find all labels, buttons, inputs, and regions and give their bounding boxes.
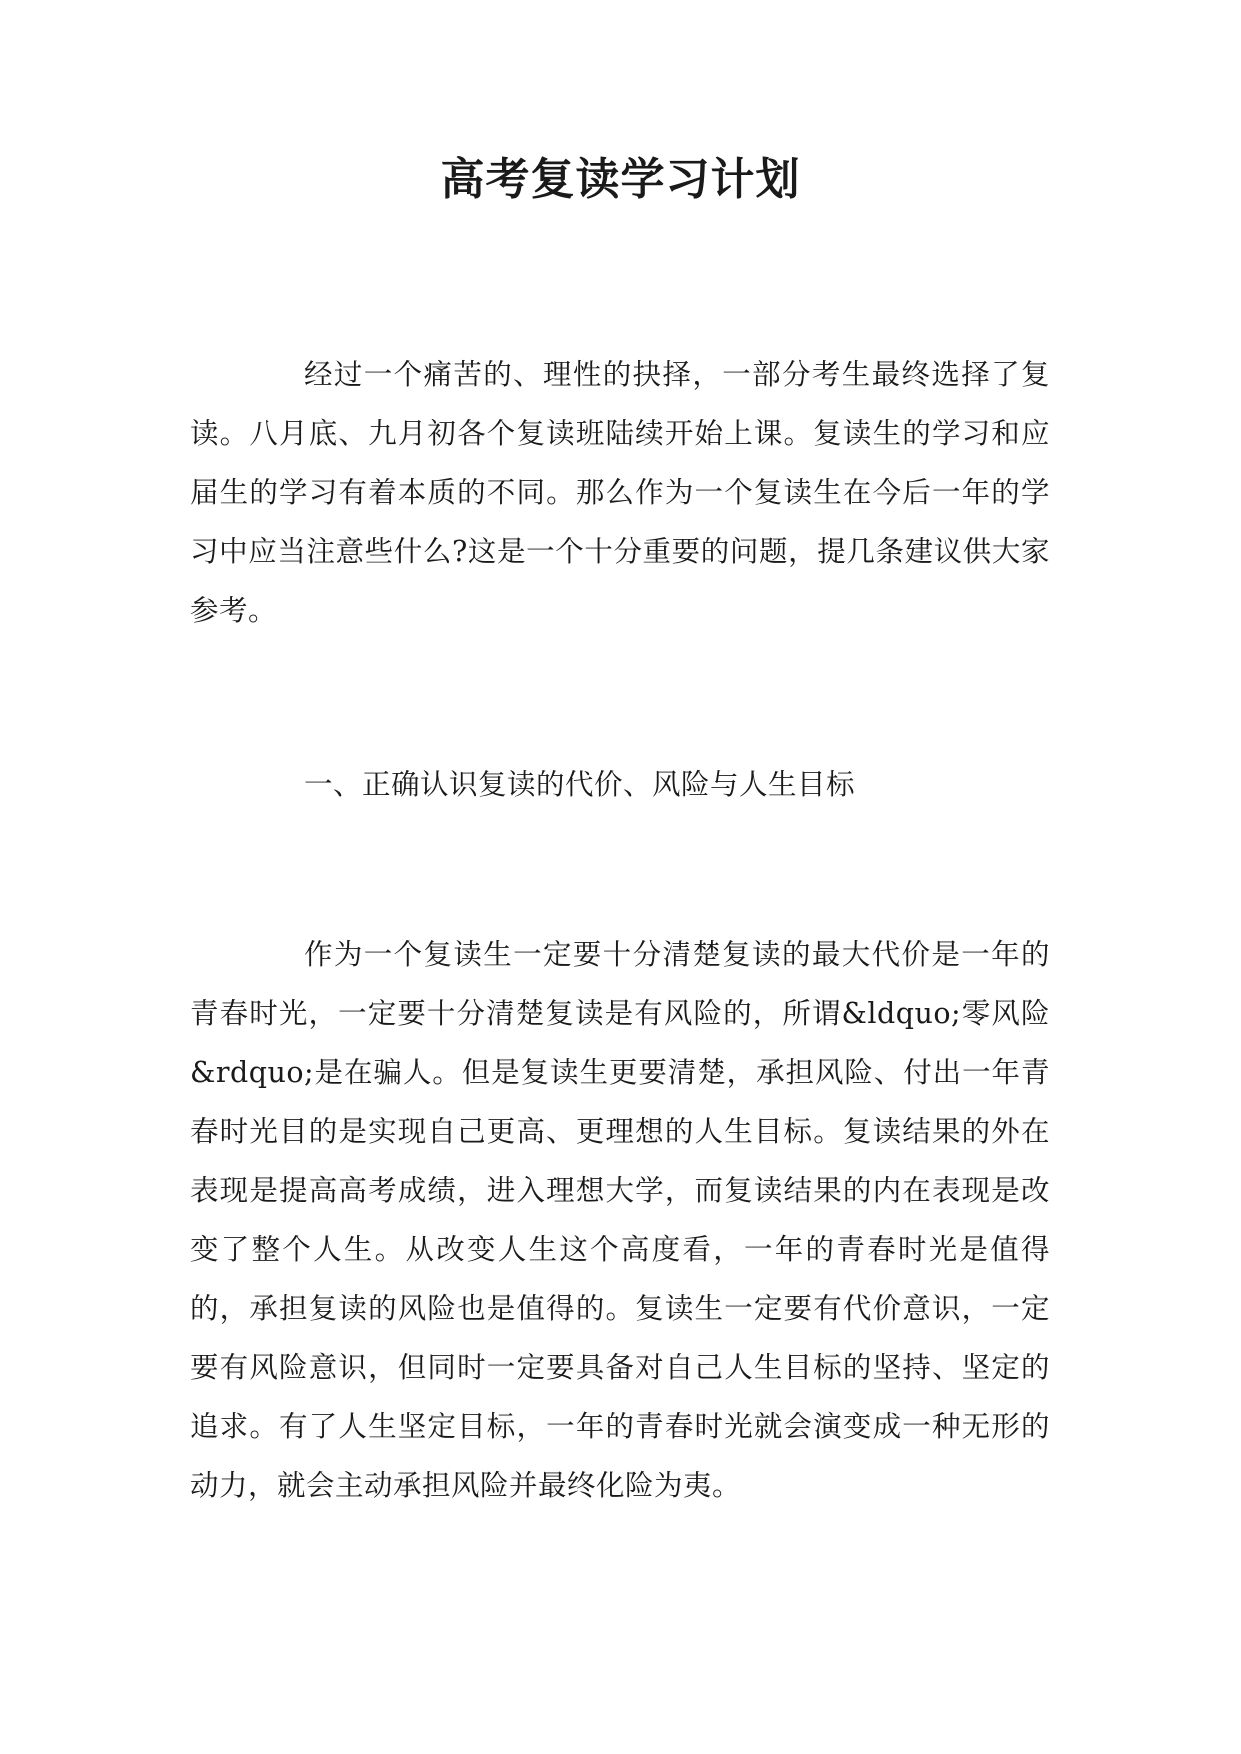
document-title: 高考复读学习计划 (440, 154, 801, 205)
intro-paragraph: 经过一个痛苦的、理性的抉择，一部分考生最终选择了复读。八月底、九月初各个复读班陆续开始上课。复读生的学习和应届生的学习有着本质的不同。那么作为一个复读生在今后一年的学习中应当注意些什么?这是一个十分重要的问题，提几条建议供大家参考。 (190, 358, 1050, 627)
section-heading: 一、正确认识复读的代价、风险与人生目标 (304, 768, 856, 801)
section-body-paragraph: 作为一个复读生一定要十分清楚复读的最大代价是一年的青春时光，一定要十分清楚复读是有风险的，所谓&ldquo;零风险&rdquo;是在骗人。但是复读生更要清楚，承担风险、付出一年青春时光目的是实现自己更高、更理想的人生目标。复读结果的外在表现是提高高考成绩，进入理想大学，而复读结果的内在表现是改变了整个人生。从改变人生这个高度看，一年的青春时光是值得的，承担复读的风险也是值得的。复读生一定要有代价意识，一定要有风险意识，但同时一定要具备对自己人生目标的坚持、坚定的追求。有了人生坚定目标，一年的青春时光就会演变成一种无形的动力，就会主动承担风险并最终化险为夷。 (190, 938, 1050, 1502)
